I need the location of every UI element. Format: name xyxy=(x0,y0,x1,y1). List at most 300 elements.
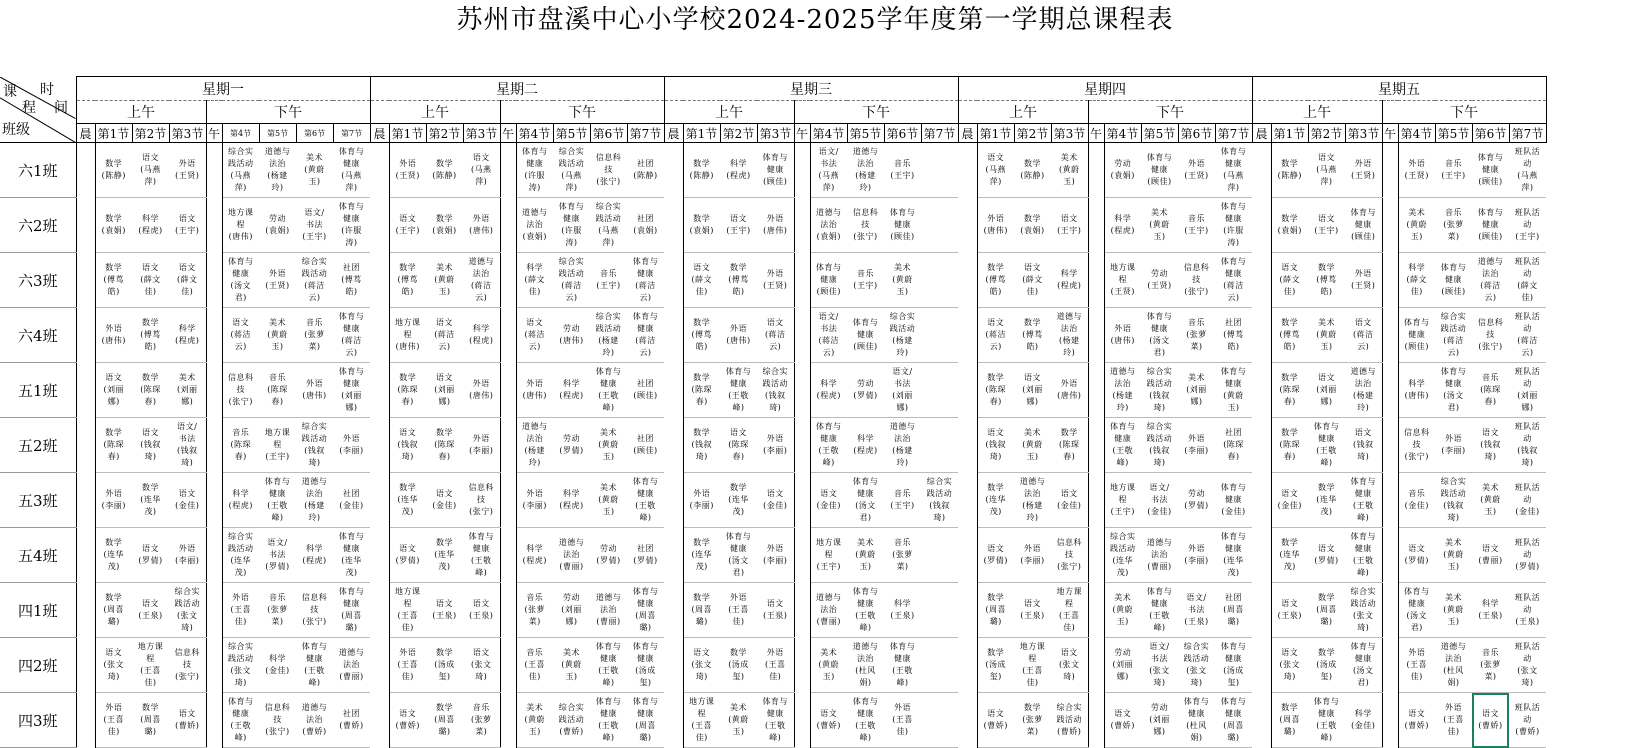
lesson-cell[interactable]: 科学 (金佳) xyxy=(259,638,296,693)
lesson-cell[interactable]: 语文 (张文 琦) xyxy=(1271,638,1308,693)
lesson-cell[interactable]: 劳动 (唐伟) xyxy=(553,308,590,363)
lesson-cell[interactable]: 外语 (李丽) xyxy=(757,528,794,583)
lesson-cell[interactable]: 体育与 健康 (许服 涛) xyxy=(1215,198,1252,253)
lesson-cell[interactable]: 数学 (汤成 玺) xyxy=(1308,638,1345,693)
lesson-cell[interactable]: 外语 (李丽) xyxy=(1014,528,1051,583)
lesson-cell[interactable]: 美术 (黄蔚 玉) xyxy=(884,253,921,308)
lesson-cell[interactable]: 综合实 践活动 (张文 琦) xyxy=(1178,638,1215,693)
lesson-cell[interactable]: 数学 (陈琛 春) xyxy=(683,363,720,418)
lesson-cell[interactable]: 综合实 践活动 (蒋洁 云) xyxy=(553,253,590,308)
lesson-cell[interactable]: 科学 (金佳) xyxy=(1345,693,1382,748)
lesson-cell[interactable]: 外语 (王贤) xyxy=(389,143,426,198)
lesson-cell[interactable]: 语文/ 书法 (王泉) xyxy=(1178,583,1215,638)
lesson-cell[interactable]: 语文 (王泉) xyxy=(132,583,169,638)
lesson-cell[interactable]: 音乐 (张萝 菜) xyxy=(296,308,333,363)
lesson-cell[interactable]: 体育与 健康 (王敬 峰) xyxy=(884,638,921,693)
lesson-cell[interactable]: 语文 (金佳) xyxy=(1271,473,1308,528)
lesson-cell[interactable]: 综合实 践活动 (连华 茂) xyxy=(1104,528,1141,583)
lesson-cell[interactable]: 体育与 健康 (王敬 峰) xyxy=(847,583,884,638)
lesson-cell[interactable]: 体育与 健康 (顾佳) xyxy=(757,143,794,198)
lesson-cell[interactable]: 地方课 程 (唐伟) xyxy=(222,198,259,253)
lesson-cell[interactable]: 外语 (王喜 佳) xyxy=(389,638,426,693)
lesson-cell[interactable]: 体育与 健康 (汤文 君) xyxy=(1345,638,1382,693)
lesson-cell[interactable]: 外语 (李丽) xyxy=(1435,418,1472,473)
lesson-cell[interactable]: 音乐 (张萝 菜) xyxy=(259,583,296,638)
lesson-cell[interactable]: 科学 (唐伟) xyxy=(1398,363,1435,418)
lesson-cell[interactable]: 社团 (曹娇) xyxy=(333,693,370,748)
lesson-cell[interactable]: 音乐 (张萝 菜) xyxy=(1435,198,1472,253)
lesson-cell[interactable]: 体育与 健康 (黄蔚 玉) xyxy=(1215,363,1252,418)
lesson-cell[interactable]: 语文 (薛文 佳) xyxy=(1014,253,1051,308)
lesson-cell[interactable]: 体育与 健康 (马燕 萍) xyxy=(1215,143,1252,198)
lesson-cell[interactable]: 语文 (曹娇) xyxy=(169,693,206,748)
lesson-cell[interactable]: 语文 (罗倩) xyxy=(1308,528,1345,583)
lesson-cell[interactable]: 语文 (蒋洁 云) xyxy=(516,308,553,363)
lesson-cell[interactable]: 体育与 健康 (王敬 峰) xyxy=(590,693,627,748)
lesson-cell[interactable]: 外语 (唐伟) xyxy=(463,198,500,253)
lesson-cell[interactable]: 班队活 动 (王宇) xyxy=(1509,198,1546,253)
lesson-cell[interactable]: 语文 (刘丽 娜) xyxy=(1014,363,1051,418)
lesson-cell[interactable]: 数学 (钱叙 琦) xyxy=(683,418,720,473)
lesson-cell[interactable]: 道德与 法治 (曹丽) xyxy=(553,528,590,583)
lesson-cell[interactable]: 语文 (王泉) xyxy=(426,583,463,638)
lesson-cell[interactable]: 体育与 健康 (汤成 玺) xyxy=(1215,638,1252,693)
lesson-cell[interactable]: 外语 (唐伟) xyxy=(977,198,1014,253)
lesson-cell[interactable]: 语文 (王宇) xyxy=(1051,198,1088,253)
lesson-cell[interactable]: 语文 (刘丽 娜) xyxy=(426,363,463,418)
lesson-cell[interactable]: 体育与 健康 (王敬 峰) xyxy=(627,473,664,528)
lesson-cell[interactable]: 美术 (黄蔚 玉) xyxy=(516,693,553,748)
lesson-cell[interactable]: 数学 (陈琛 春) xyxy=(132,363,169,418)
lesson-cell[interactable]: 社团 (罗倩) xyxy=(627,528,664,583)
lesson-cell[interactable]: 体育与 健康 (王敬 峰) xyxy=(590,638,627,693)
lesson-cell[interactable]: 音乐 (王宇) xyxy=(847,253,884,308)
lesson-cell[interactable]: 地方课 程 (王喜 佳) xyxy=(132,638,169,693)
lesson-cell[interactable]: 语文 (金佳) xyxy=(757,473,794,528)
lesson-cell[interactable]: 音乐 (王宇) xyxy=(884,143,921,198)
lesson-cell[interactable]: 语文/ 书法 (张文 琦) xyxy=(1141,638,1178,693)
lesson-cell[interactable]: 科学 (程虎) xyxy=(720,143,757,198)
lesson-cell[interactable]: 语文 (蒋洁 云) xyxy=(757,308,794,363)
lesson-cell[interactable]: 道德与 法治 (曹丽) xyxy=(1141,528,1178,583)
lesson-cell[interactable]: 数学 (傅茑 皓) xyxy=(95,253,132,308)
lesson-cell[interactable]: 地方课 程 (王喜 佳) xyxy=(389,583,426,638)
lesson-cell[interactable]: 体育与 健康 (顾佳) xyxy=(810,253,847,308)
lesson-cell[interactable]: 科学 (程虎) xyxy=(132,198,169,253)
lesson-cell[interactable]: 美术 (黄蔚 玉) xyxy=(1014,418,1051,473)
lesson-cell[interactable]: 地方课 程 (王宇) xyxy=(810,528,847,583)
lesson-cell[interactable]: 班队活 动 (金佳) xyxy=(1509,473,1546,528)
lesson-cell[interactable]: 体育与 健康 (王敬 峰) xyxy=(1345,473,1382,528)
lesson-cell[interactable]: 语文 (马燕 萍) xyxy=(977,143,1014,198)
lesson-cell[interactable]: 美术 (黄蔚 玉) xyxy=(553,638,590,693)
lesson-cell[interactable]: 语文 (王宇) xyxy=(720,198,757,253)
lesson-cell[interactable]: 数学 (陈静) xyxy=(1271,143,1308,198)
lesson-cell[interactable]: 数学 (袁娟) xyxy=(1271,198,1308,253)
lesson-cell[interactable]: 语文 (罗倩) xyxy=(132,528,169,583)
lesson-cell[interactable]: 综合实 践活动 (马燕 萍) xyxy=(222,143,259,198)
lesson-cell[interactable]: 音乐 (陈琛 春) xyxy=(1472,363,1509,418)
lesson-cell[interactable]: 体育与 健康 (王敬 峰) xyxy=(1345,528,1382,583)
lesson-cell[interactable]: 体育与 健康 (王敬 峰) xyxy=(720,363,757,418)
lesson-cell[interactable]: 美术 (刘丽 娜) xyxy=(1178,363,1215,418)
lesson-cell[interactable]: 语文 (王宇) xyxy=(389,198,426,253)
lesson-cell[interactable]: 语文 (蒋洁 云) xyxy=(977,308,1014,363)
lesson-cell[interactable]: 道德与 法治 (杨建 玲) xyxy=(884,418,921,473)
lesson-cell[interactable]: 数学 (袁娟) xyxy=(683,198,720,253)
lesson-cell[interactable]: 社团 (金佳) xyxy=(333,473,370,528)
lesson-cell[interactable]: 外语 (唐伟) xyxy=(296,363,333,418)
lesson-cell[interactable]: 体育与 健康 (王敬 峰) xyxy=(590,363,627,418)
lesson-cell[interactable]: 社团 (顾佳) xyxy=(627,418,664,473)
lesson-cell[interactable]: 道德与 法治 (曹娇) xyxy=(296,693,333,748)
lesson-cell[interactable]: 信息科 技 (张宁) xyxy=(1178,253,1215,308)
lesson-cell[interactable]: 体育与 健康 (顾佳) xyxy=(884,198,921,253)
lesson-cell[interactable]: 外语 (李丽) xyxy=(95,473,132,528)
lesson-cell[interactable]: 科学 (程虎) xyxy=(553,363,590,418)
lesson-cell[interactable]: 语文 (蒋洁 云) xyxy=(222,308,259,363)
lesson-cell[interactable]: 外语 (王贤) xyxy=(1398,143,1435,198)
lesson-cell[interactable]: 综合实 践活动 (马燕 萍) xyxy=(553,143,590,198)
lesson-cell[interactable]: 道德与 法治 (杨建 玲) xyxy=(847,143,884,198)
lesson-cell[interactable]: 数学 (袁娟) xyxy=(426,198,463,253)
lesson-cell[interactable]: 美术 (黄蔚 玉) xyxy=(590,473,627,528)
lesson-cell[interactable]: 数学 (陈琛 春) xyxy=(95,418,132,473)
lesson-cell[interactable]: 体育与 健康 (王敬 峰) xyxy=(259,473,296,528)
lesson-cell[interactable]: 外语 (唐伟) xyxy=(463,363,500,418)
lesson-cell[interactable]: 语文 (曹娇) xyxy=(1398,693,1435,748)
lesson-cell[interactable]: 音乐 (张萝 菜) xyxy=(516,583,553,638)
lesson-cell[interactable]: 综合实 践活动 (杨建 玲) xyxy=(884,308,921,363)
lesson-cell[interactable] xyxy=(921,693,958,748)
lesson-cell[interactable]: 数学 (陈琛 春) xyxy=(1051,418,1088,473)
lesson-cell[interactable]: 数学 (傅茑 皓) xyxy=(720,253,757,308)
lesson-cell[interactable]: 综合实 践活动 (钱叙 琦) xyxy=(921,473,958,528)
lesson-cell[interactable]: 数学 (连华 茂) xyxy=(426,528,463,583)
lesson-cell[interactable]: 语文 (曹娇) xyxy=(1472,693,1509,748)
lesson-cell[interactable]: 体育与 健康 (许服 涛) xyxy=(333,198,370,253)
lesson-cell[interactable]: 综合实 践活动 (连华 茂) xyxy=(222,528,259,583)
lesson-cell[interactable]: 语文 (钱叙 琦) xyxy=(1472,418,1509,473)
lesson-cell[interactable]: 音乐 (王宇) xyxy=(590,253,627,308)
lesson-cell[interactable]: 音乐 (陈琛 春) xyxy=(222,418,259,473)
lesson-cell[interactable]: 音乐 (陈琛 春) xyxy=(259,363,296,418)
lesson-cell[interactable]: 语文 (曹娇) xyxy=(389,693,426,748)
lesson-cell[interactable]: 音乐 (张萝 菜) xyxy=(884,528,921,583)
lesson-cell[interactable]: 语文 (金佳) xyxy=(426,473,463,528)
lesson-cell[interactable]: 数学 (陈琛 春) xyxy=(977,363,1014,418)
lesson-cell[interactable]: 社团 (陈琛 春) xyxy=(1215,418,1252,473)
lesson-cell[interactable]: 信息科 技 (张宁) xyxy=(169,638,206,693)
lesson-cell[interactable]: 数学 (傅茑 皓) xyxy=(977,253,1014,308)
lesson-cell[interactable]: 体育与 健康 (连华 茂) xyxy=(1215,528,1252,583)
lesson-cell[interactable]: 道德与 法治 (杨建 玲) xyxy=(1014,473,1051,528)
lesson-cell[interactable]: 劳动 (罗倩) xyxy=(1178,473,1215,528)
lesson-cell[interactable]: 道德与 法治 (杨建 玲) xyxy=(1051,308,1088,363)
lesson-cell[interactable] xyxy=(921,583,958,638)
lesson-cell[interactable]: 科学 (王泉) xyxy=(1472,583,1509,638)
lesson-cell[interactable]: 综合实 践活动 (蒋洁 云) xyxy=(296,253,333,308)
lesson-cell[interactable]: 体育与 健康 (王敬 峰) xyxy=(1308,693,1345,748)
lesson-cell[interactable]: 数学 (周喜 璐) xyxy=(1271,693,1308,748)
lesson-cell[interactable]: 信息科 技 (张宁) xyxy=(1051,528,1088,583)
lesson-cell[interactable]: 音乐 (金佳) xyxy=(1398,473,1435,528)
lesson-cell[interactable]: 体育与 健康 (刘丽 娜) xyxy=(333,363,370,418)
lesson-cell[interactable]: 体育与 健康 (王敬 峰) xyxy=(222,693,259,748)
lesson-cell[interactable]: 体育与 健康 (周喜 璐) xyxy=(627,583,664,638)
lesson-cell[interactable]: 语文 (马燕 萍) xyxy=(132,143,169,198)
lesson-cell[interactable]: 美术 (黄蔚 玉) xyxy=(1141,198,1178,253)
lesson-cell[interactable]: 数学 (汤成 玺) xyxy=(720,638,757,693)
lesson-cell[interactable]: 美术 (黄蔚 玉) xyxy=(1051,143,1088,198)
lesson-cell[interactable]: 劳动 (罗倩) xyxy=(590,528,627,583)
lesson-cell[interactable]: 劳动 (袁娟) xyxy=(1104,143,1141,198)
lesson-cell[interactable]: 数学 (傅茑 皓) xyxy=(389,253,426,308)
lesson-cell[interactable]: 劳动 (刘丽 娜) xyxy=(1104,638,1141,693)
lesson-cell[interactable]: 科学 (程虎) xyxy=(296,528,333,583)
lesson-cell[interactable]: 外语 (王贤) xyxy=(757,253,794,308)
lesson-cell[interactable]: 体育与 健康 (汤文 君) xyxy=(847,473,884,528)
lesson-cell[interactable]: 语文 (张文 琦) xyxy=(95,638,132,693)
lesson-cell[interactable]: 美术 (黄蔚 玉) xyxy=(1435,583,1472,638)
lesson-cell[interactable]: 音乐 (张萝 菜) xyxy=(1472,638,1509,693)
lesson-cell[interactable]: 体育与 健康 (汤文 君) xyxy=(1141,308,1178,363)
lesson-cell[interactable]: 外语 (王喜 佳) xyxy=(1398,638,1435,693)
lesson-cell[interactable]: 体育与 健康 (许服 涛) xyxy=(553,198,590,253)
lesson-cell[interactable]: 科学 (程虎) xyxy=(1104,198,1141,253)
lesson-cell[interactable]: 语文 (金佳) xyxy=(810,473,847,528)
lesson-cell[interactable]: 地方课 程 (王贤) xyxy=(1104,253,1141,308)
lesson-cell[interactable]: 数学 (陈琛 春) xyxy=(1271,363,1308,418)
lesson-cell[interactable]: 综合实 践活动 (钱叙 琦) xyxy=(296,418,333,473)
lesson-cell[interactable]: 体育与 健康 (许服 涛) xyxy=(516,143,553,198)
lesson-cell[interactable]: 语文/ 书法 (蒋洁 云) xyxy=(810,308,847,363)
lesson-cell[interactable]: 体育与 健康 (顾佳) xyxy=(1472,198,1509,253)
lesson-cell[interactable]: 体育与 健康 (汤文 君) xyxy=(1398,583,1435,638)
lesson-cell[interactable]: 体育与 健康 (顾佳) xyxy=(1398,308,1435,363)
lesson-cell[interactable]: 语文 (王泉) xyxy=(757,583,794,638)
lesson-cell[interactable]: 美术 (刘丽 娜) xyxy=(169,363,206,418)
lesson-cell[interactable]: 体育与 健康 (王敬 峰) xyxy=(1141,583,1178,638)
lesson-cell[interactable]: 班队活 动 (刘丽 娜) xyxy=(1509,363,1546,418)
lesson-cell[interactable]: 美术 (黄蔚 玉) xyxy=(259,308,296,363)
lesson-cell[interactable]: 语文/ 书法 (马燕 萍) xyxy=(810,143,847,198)
lesson-cell[interactable]: 语文/ 书法 (罗倩) xyxy=(259,528,296,583)
lesson-cell[interactable]: 音乐 (张萝 菜) xyxy=(463,693,500,748)
lesson-cell[interactable]: 数学 (傅茑 皓) xyxy=(1271,308,1308,363)
lesson-cell[interactable]: 科学 (程虎) xyxy=(847,418,884,473)
lesson-cell[interactable]: 体育与 健康 (汤文 君) xyxy=(1435,363,1472,418)
lesson-cell[interactable]: 综合实 践活动 (杨建 玲) xyxy=(590,308,627,363)
lesson-cell[interactable]: 体育与 健康 (周喜 璐) xyxy=(333,583,370,638)
lesson-cell[interactable]: 体育与 健康 (汤文 君) xyxy=(720,528,757,583)
lesson-cell[interactable]: 语文/ 书法 (王宇) xyxy=(296,198,333,253)
lesson-cell[interactable]: 语文 (金佳) xyxy=(1051,473,1088,528)
lesson-cell[interactable] xyxy=(921,638,958,693)
lesson-cell[interactable]: 体育与 健康 (顾佳) xyxy=(1345,198,1382,253)
lesson-cell[interactable]: 体育与 健康 (王敬 峰) xyxy=(847,693,884,748)
lesson-cell[interactable]: 体育与 健康 (王敬 峰) xyxy=(463,528,500,583)
lesson-cell[interactable]: 体育与 健康 (金佳) xyxy=(1215,473,1252,528)
lesson-cell[interactable]: 美术 (黄蔚 玉) xyxy=(296,143,333,198)
lesson-cell[interactable]: 语文 (王宇) xyxy=(169,198,206,253)
lesson-cell[interactable]: 语文 (王泉) xyxy=(1014,583,1051,638)
lesson-cell[interactable]: 数学 (周喜 璐) xyxy=(95,583,132,638)
lesson-cell[interactable]: 语文 (钱叙 琦) xyxy=(977,418,1014,473)
lesson-cell[interactable]: 综合实 践活动 (钱叙 琦) xyxy=(1141,363,1178,418)
lesson-cell[interactable]: 外语 (王喜 佳) xyxy=(1435,693,1472,748)
lesson-cell[interactable]: 外语 (李丽) xyxy=(333,418,370,473)
lesson-cell[interactable]: 科学 (程虎) xyxy=(169,308,206,363)
lesson-cell[interactable]: 班队活 动 (蒋洁 云) xyxy=(1509,308,1546,363)
lesson-cell[interactable]: 数学 (周喜 璐) xyxy=(977,583,1014,638)
lesson-cell[interactable]: 音乐 (张萝 菜) xyxy=(1178,308,1215,363)
lesson-cell[interactable]: 信息科 技 (张宁) xyxy=(463,473,500,528)
lesson-cell[interactable]: 道德与 法治 (蒋洁 云) xyxy=(463,253,500,308)
lesson-cell[interactable] xyxy=(921,363,958,418)
lesson-cell[interactable]: 社团 (顾佳) xyxy=(627,363,664,418)
lesson-cell[interactable]: 数学 (汤成 玺) xyxy=(426,638,463,693)
lesson-cell[interactable]: 外语 (王贤) xyxy=(1345,253,1382,308)
lesson-cell[interactable]: 体育与 健康 (马燕 萍) xyxy=(333,143,370,198)
lesson-cell[interactable]: 语文/ 书法 (钱叙 琦) xyxy=(169,418,206,473)
lesson-cell[interactable]: 数学 (周喜 璐) xyxy=(132,693,169,748)
lesson-cell[interactable] xyxy=(921,308,958,363)
lesson-cell[interactable]: 科学 (程虎) xyxy=(553,473,590,528)
lesson-cell[interactable]: 数学 (连华 茂) xyxy=(977,473,1014,528)
lesson-cell[interactable]: 综合实 践活动 (钱叙 琦) xyxy=(757,363,794,418)
lesson-cell[interactable]: 音乐 (王宇) xyxy=(884,473,921,528)
lesson-cell[interactable]: 综合实 践活动 (马燕 萍) xyxy=(590,198,627,253)
lesson-cell[interactable]: 体育与 健康 (顾佳) xyxy=(1141,143,1178,198)
lesson-cell[interactable]: 外语 (王贤) xyxy=(1178,143,1215,198)
lesson-cell[interactable]: 体育与 健康 (杜风 娟) xyxy=(1178,693,1215,748)
lesson-cell[interactable] xyxy=(921,198,958,253)
lesson-cell[interactable]: 道德与 法治 (袁娟) xyxy=(810,198,847,253)
lesson-cell[interactable]: 外语 (唐伟) xyxy=(1051,363,1088,418)
lesson-cell[interactable]: 地方课 程 (王喜 佳) xyxy=(1051,583,1088,638)
lesson-cell[interactable]: 语文 (刘丽 娜) xyxy=(1308,363,1345,418)
lesson-cell[interactable]: 数学 (傅茑 皓) xyxy=(683,308,720,363)
lesson-cell[interactable]: 数学 (袁娟) xyxy=(1014,198,1051,253)
lesson-cell[interactable]: 外语 (李丽) xyxy=(516,473,553,528)
lesson-cell[interactable]: 外语 (唐伟) xyxy=(757,198,794,253)
lesson-cell[interactable]: 科学 (薛文 佳) xyxy=(516,253,553,308)
lesson-cell[interactable]: 语文 (刘丽 娜) xyxy=(95,363,132,418)
lesson-cell[interactable]: 科学 (程虎) xyxy=(810,363,847,418)
lesson-cell[interactable]: 语文/ 书法 (刘丽 娜) xyxy=(884,363,921,418)
lesson-cell[interactable]: 信息科 技 (张宁) xyxy=(847,198,884,253)
lesson-cell[interactable]: 外语 (王贤) xyxy=(259,253,296,308)
lesson-cell[interactable]: 外语 (王喜 佳) xyxy=(720,583,757,638)
lesson-cell[interactable] xyxy=(921,418,958,473)
lesson-cell[interactable]: 信息科 技 (张宁) xyxy=(1472,308,1509,363)
lesson-cell[interactable]: 数学 (张萝 菜) xyxy=(1014,693,1051,748)
lesson-cell[interactable]: 劳动 (罗倩) xyxy=(847,363,884,418)
lesson-cell[interactable]: 综合实 践活动 (张文 琦) xyxy=(169,583,206,638)
lesson-cell[interactable]: 语文 (曹娇) xyxy=(810,693,847,748)
lesson-cell[interactable]: 科学 (程虎) xyxy=(516,528,553,583)
lesson-cell[interactable]: 班队活 动 (钱叙 琦) xyxy=(1509,418,1546,473)
lesson-cell[interactable]: 外语 (李丽) xyxy=(757,418,794,473)
lesson-cell[interactable]: 语文 (钱叙 琦) xyxy=(389,418,426,473)
lesson-cell[interactable]: 语文 (王泉) xyxy=(1271,583,1308,638)
lesson-cell[interactable]: 音乐 (王宇) xyxy=(1435,143,1472,198)
lesson-cell[interactable]: 语文 (曹娇) xyxy=(977,693,1014,748)
lesson-cell[interactable]: 体育与 健康 (周喜 璐) xyxy=(1215,693,1252,748)
lesson-cell[interactable]: 道德与 法治 (杨建 玲) xyxy=(259,143,296,198)
lesson-cell[interactable]: 科学 (程虎) xyxy=(463,308,500,363)
lesson-cell[interactable]: 地方课 程 (王宇) xyxy=(1104,473,1141,528)
lesson-cell[interactable]: 数学 (傅茑 皓) xyxy=(1014,308,1051,363)
lesson-cell[interactable]: 信息科 技 (张宁) xyxy=(296,583,333,638)
lesson-cell[interactable]: 地方课 程 (王喜 佳) xyxy=(683,693,720,748)
lesson-cell[interactable]: 劳动 (王贤) xyxy=(1141,253,1178,308)
lesson-cell[interactable]: 体育与 健康 (王敬 峰) xyxy=(757,693,794,748)
lesson-cell[interactable]: 数学 (傅茑 皓) xyxy=(132,308,169,363)
lesson-cell[interactable]: 体育与 健康 (顾佳) xyxy=(847,308,884,363)
lesson-cell[interactable]: 美术 (黄蔚 玉) xyxy=(720,693,757,748)
lesson-cell[interactable]: 语文 (薛文 佳) xyxy=(683,253,720,308)
lesson-cell[interactable]: 数学 (连华 茂) xyxy=(132,473,169,528)
lesson-cell[interactable]: 美术 (黄蔚 玉) xyxy=(1472,473,1509,528)
lesson-cell[interactable]: 班队活 动 (薛文 佳) xyxy=(1509,253,1546,308)
lesson-cell[interactable]: 体育与 健康 (蒋洁 云) xyxy=(333,308,370,363)
lesson-cell[interactable]: 科学 (薛文 佳) xyxy=(1398,253,1435,308)
lesson-cell[interactable]: 综合实 践活动 (曹娇) xyxy=(553,693,590,748)
lesson-cell[interactable]: 社团 (周喜 璐) xyxy=(1215,583,1252,638)
lesson-cell[interactable]: 数学 (周喜 璐) xyxy=(683,583,720,638)
lesson-cell[interactable]: 数学 (陈静) xyxy=(426,143,463,198)
lesson-cell[interactable]: 数学 (周喜 璐) xyxy=(1308,583,1345,638)
lesson-cell[interactable]: 体育与 健康 (王敬 峰) xyxy=(1104,418,1141,473)
lesson-cell[interactable]: 体育与 健康 (顾佳) xyxy=(1472,143,1509,198)
lesson-cell[interactable]: 语文 (蒋洁 云) xyxy=(426,308,463,363)
lesson-cell[interactable]: 语文 (罗倩) xyxy=(977,528,1014,583)
lesson-cell[interactable]: 信息科 技 (张宁) xyxy=(590,143,627,198)
lesson-cell[interactable]: 社团 (傅茑 皓) xyxy=(1215,308,1252,363)
lesson-cell[interactable]: 劳动 (刘丽 娜) xyxy=(553,583,590,638)
lesson-cell[interactable]: 音乐 (王喜 佳) xyxy=(516,638,553,693)
lesson-cell[interactable]: 语文 (罗倩) xyxy=(1398,528,1435,583)
lesson-cell[interactable]: 科学 (程虎) xyxy=(1051,253,1088,308)
lesson-cell[interactable]: 外语 (李丽) xyxy=(683,473,720,528)
lesson-cell[interactable]: 语文 (曹丽) xyxy=(1472,528,1509,583)
lesson-cell[interactable]: 道德与 法治 (曹丽) xyxy=(590,583,627,638)
lesson-cell[interactable]: 信息科 技 (张宁) xyxy=(222,363,259,418)
lesson-cell[interactable]: 社团 (袁娟) xyxy=(627,198,664,253)
lesson-cell[interactable]: 语文 (罗倩) xyxy=(389,528,426,583)
lesson-cell[interactable]: 道德与 法治 (杨建 玲) xyxy=(1104,363,1141,418)
lesson-cell[interactable]: 体育与 健康 (王敬 峰) xyxy=(296,638,333,693)
lesson-cell[interactable]: 体育与 健康 (蒋洁 云) xyxy=(627,253,664,308)
lesson-cell[interactable]: 数学 (袁娟) xyxy=(95,198,132,253)
lesson-cell[interactable]: 数学 (陈琛 春) xyxy=(426,418,463,473)
lesson-cell[interactable]: 外语 (唐伟) xyxy=(516,363,553,418)
lesson-cell[interactable]: 道德与 法治 (曹丽) xyxy=(333,638,370,693)
lesson-cell[interactable]: 体育与 健康 (王敬 峰) xyxy=(1308,418,1345,473)
lesson-cell[interactable]: 班队活 动 (曹娇) xyxy=(1509,693,1546,748)
lesson-cell[interactable]: 语文 (薛文 佳) xyxy=(1271,253,1308,308)
lesson-cell[interactable]: 数学 (连华 茂) xyxy=(1271,528,1308,583)
lesson-cell[interactable] xyxy=(921,528,958,583)
lesson-cell[interactable]: 劳动 (刘丽 娜) xyxy=(1141,693,1178,748)
lesson-cell[interactable]: 外语 (王贤) xyxy=(169,143,206,198)
lesson-cell[interactable]: 数学 (周喜 璐) xyxy=(426,693,463,748)
lesson-cell[interactable]: 数学 (汤成 玺) xyxy=(977,638,1014,693)
lesson-cell[interactable]: 地方课 程 (王喜 佳) xyxy=(1014,638,1051,693)
lesson-cell[interactable]: 语文 (张文 琦) xyxy=(1051,638,1088,693)
